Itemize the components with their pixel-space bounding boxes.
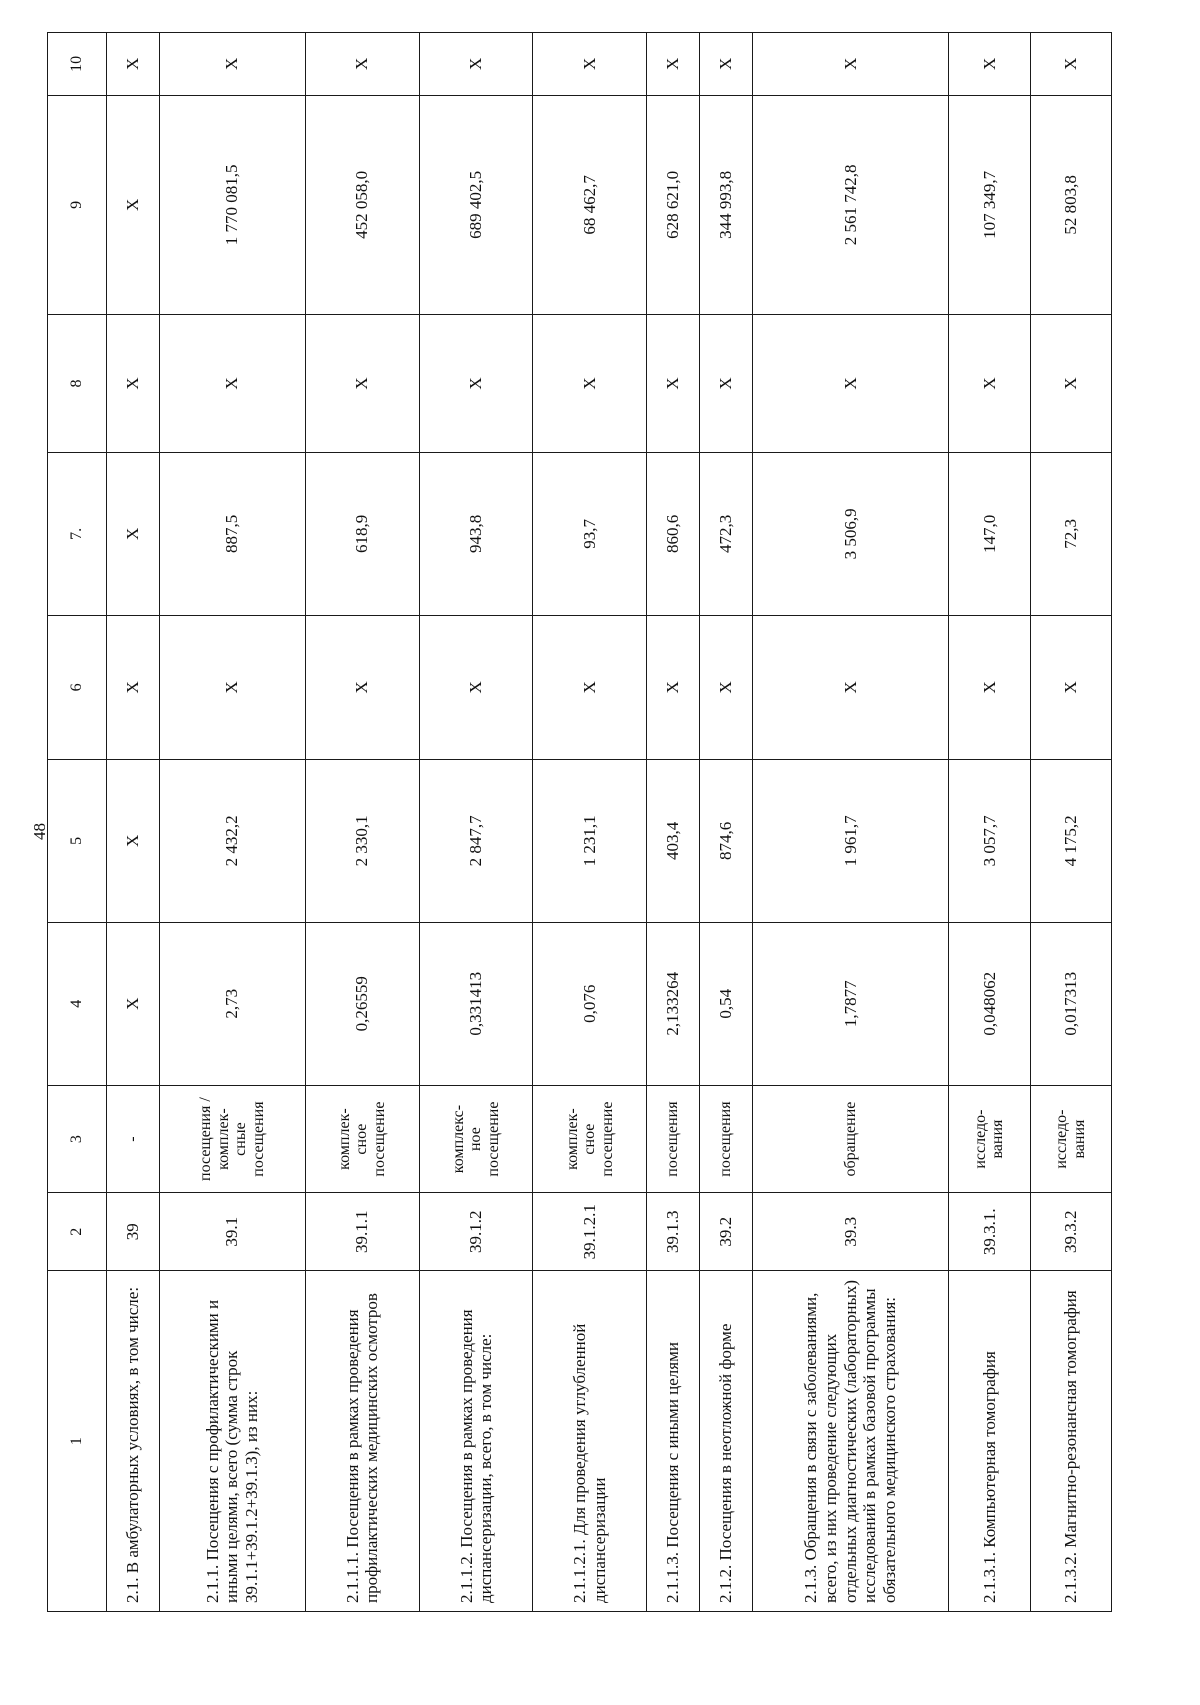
- table-cell: 2 561 742,8: [752, 95, 949, 314]
- table-cell: 1,7877: [752, 922, 949, 1085]
- table-cell: Х: [949, 33, 1030, 96]
- table-cell: 2 847,7: [419, 759, 533, 922]
- table-cell: Х: [699, 33, 752, 96]
- table-cell: 39.2: [699, 1193, 752, 1271]
- column-header: 8: [48, 315, 107, 453]
- table-cell: 4 175,2: [1030, 759, 1111, 922]
- table-cell: Х: [419, 615, 533, 759]
- table-cell: Х: [647, 615, 700, 759]
- table-cell: 39.3.2: [1030, 1193, 1111, 1271]
- column-header: 7.: [48, 452, 107, 615]
- table-cell: Х: [647, 33, 700, 96]
- table-cell: 0,076: [533, 922, 647, 1085]
- table-cell: 2,73: [159, 922, 305, 1085]
- column-header: 5: [48, 759, 107, 922]
- table-cell: Х: [752, 315, 949, 453]
- table-cell: 2,133264: [647, 922, 700, 1085]
- table-cell: 3 506,9: [752, 452, 949, 615]
- table-row: [107, 33, 160, 1612]
- table-cell: Х: [419, 315, 533, 453]
- table-cell: 344 993,8: [699, 95, 752, 314]
- table-cell: 39.1.2: [419, 1193, 533, 1271]
- table-cell: Х: [305, 33, 419, 96]
- table-cell: Х: [305, 315, 419, 453]
- table-row: [699, 33, 752, 1612]
- table-cell: Х: [533, 315, 647, 453]
- table-cell: Х: [1030, 615, 1111, 759]
- table-cell: 2.1. В амбулаторных условиях, в том числе:: [107, 1271, 160, 1612]
- column-header: 9: [48, 95, 107, 314]
- table-cell: Х: [305, 615, 419, 759]
- table-row: [305, 33, 419, 1612]
- table-cell: Х: [159, 315, 305, 453]
- rotated-table-container: [47, 32, 1112, 1612]
- table-cell: 2 432,2: [159, 759, 305, 922]
- table-cell: Х: [107, 615, 160, 759]
- table-cell: исследо-вания: [949, 1085, 1030, 1193]
- table-cell: Х: [107, 315, 160, 453]
- table-cell: Х: [419, 33, 533, 96]
- table-cell: исследо-вания: [1030, 1085, 1111, 1193]
- table-cell: Х: [1030, 315, 1111, 453]
- column-header: 10: [48, 33, 107, 96]
- table-cell: 68 462,7: [533, 95, 647, 314]
- table-cell: посещения: [647, 1085, 700, 1193]
- table-cell: комплек-сное посещение: [533, 1085, 647, 1193]
- table-cell: 2.1.3.1. Компьютерная томография: [949, 1271, 1030, 1612]
- table-row: [159, 33, 305, 1612]
- column-header: 6: [48, 615, 107, 759]
- table-cell: 618,9: [305, 452, 419, 615]
- table-cell: Х: [647, 315, 700, 453]
- table-cell: 2.1.1.3. Посещения с иными целями: [647, 1271, 700, 1612]
- table-cell: 107 349,7: [949, 95, 1030, 314]
- table-cell: 1 961,7: [752, 759, 949, 922]
- table-cell: 0,048062: [949, 922, 1030, 1085]
- table-cell: 887,5: [159, 452, 305, 615]
- table-cell: комплекс-ное посещение: [419, 1085, 533, 1193]
- table-cell: 39.1.2.1: [533, 1193, 647, 1271]
- table-cell: 403,4: [647, 759, 700, 922]
- table-cell: Х: [533, 33, 647, 96]
- table-cell: Х: [107, 759, 160, 922]
- table-cell: 0,331413: [419, 922, 533, 1085]
- table-cell: 452 058,0: [305, 95, 419, 314]
- table-cell: 0,26559: [305, 922, 419, 1085]
- table-cell: Х: [752, 615, 949, 759]
- table-cell: 0,54: [699, 922, 752, 1085]
- column-header: 1: [48, 1271, 107, 1612]
- table-cell: 860,6: [647, 452, 700, 615]
- table-cell: 472,3: [699, 452, 752, 615]
- table-cell: 93,7: [533, 452, 647, 615]
- table-cell: 628 621,0: [647, 95, 700, 314]
- table-cell: посещения: [699, 1085, 752, 1193]
- table-cell: 2 330,1: [305, 759, 419, 922]
- table-cell: 874,6: [699, 759, 752, 922]
- table-cell: 52 803,8: [1030, 95, 1111, 314]
- table-cell: 39.3.1.: [949, 1193, 1030, 1271]
- column-header: 4: [48, 922, 107, 1085]
- table-cell: 2.1.1.2.1. Для проведения углубленной диспансеризации: [533, 1271, 647, 1612]
- table-cell: Х: [1030, 33, 1111, 96]
- table-cell: 2.1.1.2. Посещения в рамках проведения диспансеризации, всего, в том числе:: [419, 1271, 533, 1612]
- table-row: [647, 33, 700, 1612]
- table-cell: 2.1.1. Посещения с профилактическими и иными целями, всего (сумма строк 39.1.1+39.1.2+39.1.3), из них:: [159, 1271, 305, 1612]
- table-cell: 72,3: [1030, 452, 1111, 615]
- table-cell: Х: [107, 95, 160, 314]
- table-cell: 1 770 081,5: [159, 95, 305, 314]
- table-cell: 39.1.3: [647, 1193, 700, 1271]
- table-cell: Х: [107, 922, 160, 1085]
- table-cell: 2.1.1.1. Посещения в рамках проведения профилактических медицинских осмотров: [305, 1271, 419, 1612]
- table-cell: Х: [107, 33, 160, 96]
- table-cell: 39.1.1: [305, 1193, 419, 1271]
- table-cell: 943,8: [419, 452, 533, 615]
- table-cell: комплек-сное посещение: [305, 1085, 419, 1193]
- column-header: 2: [48, 1193, 107, 1271]
- table-row: [533, 33, 647, 1612]
- table-cell: 2.1.3.2. Магнитно-резонансная томография: [1030, 1271, 1111, 1612]
- table-row: [1030, 33, 1111, 1612]
- table-cell: Х: [699, 315, 752, 453]
- table-cell: 39.1: [159, 1193, 305, 1271]
- table-cell: Х: [107, 452, 160, 615]
- table-cell: Х: [949, 315, 1030, 453]
- table-cell: 3 057,7: [949, 759, 1030, 922]
- table-cell: посещения /комплек-сные посещения: [159, 1085, 305, 1193]
- table-cell: 1 231,1: [533, 759, 647, 922]
- table-cell: 2.1.3. Обращения в связи с заболеваниями, всего, из них проведение следующих отдельных диагностических (лабораторных) исследований в рамках базовой программы обязательного медицинского страхования:: [752, 1271, 949, 1612]
- table-cell: -: [107, 1085, 160, 1193]
- table-cell: 39: [107, 1193, 160, 1271]
- header-row: [48, 33, 107, 1612]
- table-cell: 0,017313: [1030, 922, 1111, 1085]
- table-cell: Х: [159, 615, 305, 759]
- page-number: 48: [30, 823, 49, 840]
- table-row: [419, 33, 533, 1612]
- column-header: 3: [48, 1085, 107, 1193]
- table-cell: обращение: [752, 1085, 949, 1193]
- table-cell: Х: [159, 33, 305, 96]
- table-row: [752, 33, 949, 1612]
- table-cell: Х: [949, 615, 1030, 759]
- table-row: [949, 33, 1030, 1612]
- table-cell: Х: [533, 615, 647, 759]
- data-table: [47, 32, 1112, 1612]
- table-cell: 2.1.2. Посещения в неотложной форме: [699, 1271, 752, 1612]
- table-cell: 39.3: [752, 1193, 949, 1271]
- table-cell: 147,0: [949, 452, 1030, 615]
- table-cell: Х: [699, 615, 752, 759]
- table-cell: 689 402,5: [419, 95, 533, 314]
- table-cell: Х: [752, 33, 949, 96]
